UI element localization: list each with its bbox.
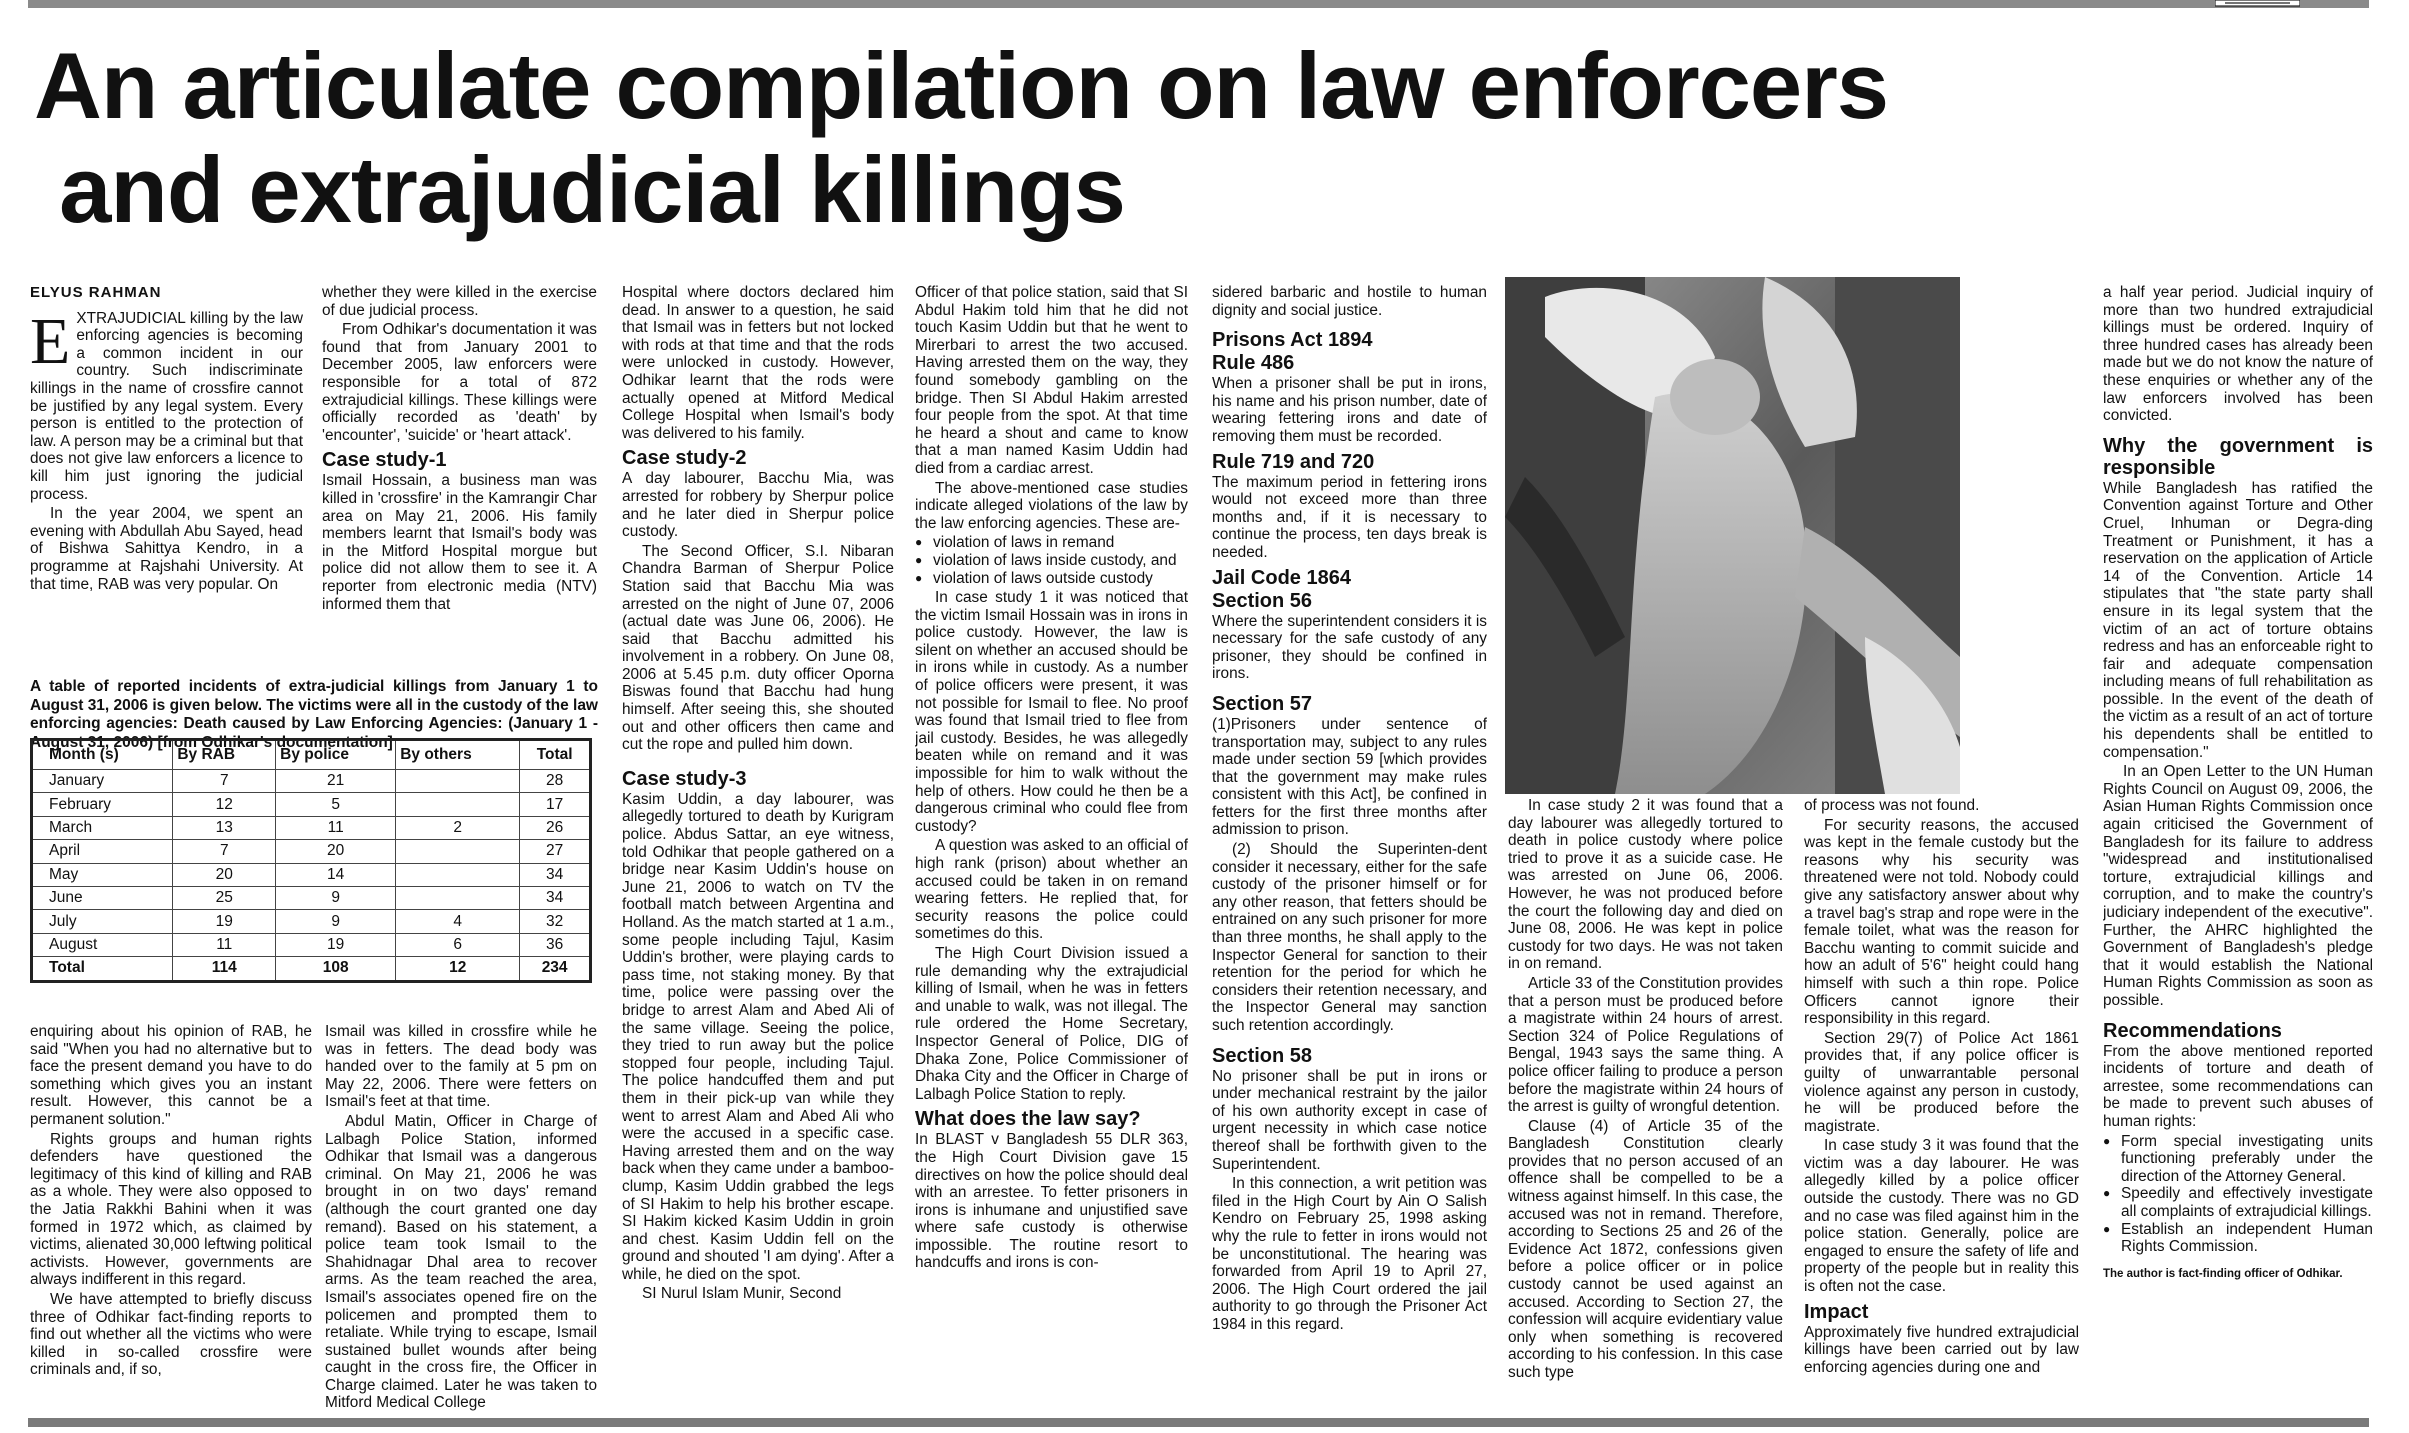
paragraph: Rights groups and human rights defenders have questioned the legitimacy of this kind of killing and RAB as a whole. They were also opposed to the Jatia Rakkhi Bahini when it was formed in 1972 which, as claimed by victims, alienated 30,000 leftwing political activists. However, governments are always indifferent in this regard. bbox=[30, 1130, 312, 1289]
table-cell: July bbox=[32, 910, 173, 933]
table-row bbox=[32, 793, 591, 816]
paragraph: Officer of that police station, said that SI Abdul Hakim told him that he did not touch Kasim Uddin but that he went to Mirerbari to arrest the two accused. Having arrested them on the way, they found somebody gambling on the bridge. Then SI Abdul Hakim arrested four people from the spot. At that time he heard a shout and came to know that a man named Kasim Uddin had died from a cardiac arrest. bbox=[915, 284, 1188, 477]
table-cell: 20 bbox=[173, 863, 276, 886]
table-row bbox=[32, 910, 591, 933]
table-cell: 28 bbox=[520, 770, 591, 793]
paragraph: For security reasons, the accused was kept in the female custody but the reasons why his security was threatened were not told. Nobody could give any satisfactory answer about why a travel bag's strap and rope were in the female toilet, what was the reason for Bacchu wanting to commit suicide and how an adult of 5'6" height could hang himself with such a thin rope. Police Officers cannot ignore their responsibility in this regard. bbox=[1804, 816, 2079, 1028]
paragraph: In case study 3 it was found that the victim was a day labourer. He was allegedly killed by a police officer outside the custody. There was no GD and no case was filed against him in the police station. Generally, police are engaged to ensure the safety of life and property of the people but in reality this is often not the case. bbox=[1804, 1137, 2079, 1296]
paragraph: In an Open Letter to the UN Human Rights Council on August 09, 2006, the Asian Human Rights Commission once again criticised the Government of Bangladesh for its failure to address "widespread and institutionalised torture, extrajudicial killings and corruption, and to make the country's judiciary independent of the executive". Further, the AHRC highlighted the Government of Bangladesh's pledge that it would establish the National Human Rights Commission as soon as possible. bbox=[2103, 763, 2373, 1009]
list-item: ● Establish an independent Human Rights Commission. bbox=[2103, 1221, 2373, 1256]
paragraph: XTRAJUDICIAL killing by the law enforcing agencies is becoming a common incident in our country. Such indiscriminate killings in the name of crossfire cannot be justified by any legal system. Every person is entitled to the protection of law. A person may be a criminal but that does not give law enforcers a licence to kill him just ignoring the judicial process. bbox=[30, 309, 303, 503]
table-cell: January bbox=[32, 770, 173, 793]
top-rule bbox=[28, 0, 2369, 8]
column-2-top bbox=[322, 284, 597, 674]
list-item: ● violation of laws inside custody, and bbox=[915, 552, 1188, 570]
table-cell: 9 bbox=[276, 886, 396, 909]
table-cell: 13 bbox=[173, 816, 276, 839]
table-cell: 7 bbox=[173, 840, 276, 863]
table-cell: 19 bbox=[276, 933, 396, 956]
table-cell bbox=[396, 840, 520, 863]
paragraph: Kasim Uddin, a day labourer, was allegedly tortured to death by Kurigram police. Abdus Sattar, an eye witness, told Odhikar that people gathered on a bridge near Kasim Uddin's house on June 21, 2006 to watch on TV the football match between Argentina and Holland. As the match started at 1 a.m., some people including Tajul, Kasim Uddin's brother, were playing cards to pass time, not staking money. By that time, police were passing over the bridge to arrest Alam and Abed Ali of the same village. Seeing the police, they tried to run away but the police stopped four people, including Tajul. The police handcuffed them and put them in their pick-up van while they went to arrest Alam and Abed Ali who were the accused in a specific case. Having arrested them and on the way back when they came under a bamboo-clump, Kasim Uddin grabbed the legs of SI Hakim to help his brother escape. SI Hakim kicked Kasim Uddin in groin and chest. Kasim Uddin fell on the ground and shouted 'I am dying'. After a while, he died on the spot. bbox=[622, 790, 894, 1283]
violations-list bbox=[915, 534, 1188, 587]
table-cell bbox=[396, 863, 520, 886]
table-cell: 21 bbox=[276, 770, 396, 793]
column-7 bbox=[1804, 797, 2079, 1414]
paragraph: Ismail was killed in crossfire while he was in fetters. The dead body was handed over to the family at 5 pm on May 22, 2006. There were fetters on Ismail's feet at that time. bbox=[325, 1023, 597, 1111]
paragraph: The Second Officer, S.I. Nibaran Chandra Barman of Sherpur Police Station said that Bacchu Mia was arrested on the night of June 07, 2006 (actual date was June 06, 2006). He said that Bacchu admitted his involvement in a robbery. On June 08, 2006 at 5.45 p.m. duty officer Oporna Biswas found that Bacchu had hung himself. After seeing this, she shouted out and other officers then came and cut the rope and pulled him down. bbox=[622, 542, 894, 754]
column-8 bbox=[2103, 284, 2373, 1414]
table-row bbox=[32, 886, 591, 909]
table-cell: February bbox=[32, 793, 173, 816]
table-cell: 34 bbox=[520, 886, 591, 909]
table-cell: 7 bbox=[173, 770, 276, 793]
subheading-section-57: Section 57 bbox=[1212, 692, 1313, 715]
table-cell: 36 bbox=[520, 933, 591, 956]
subheading-section-58: Section 58 bbox=[1212, 1044, 1313, 1067]
table-cell: 2 bbox=[396, 816, 520, 839]
column-5 bbox=[1212, 284, 1487, 1414]
table-cell: 19 bbox=[173, 910, 276, 933]
paragraph: No prisoner shall be put in irons or under mechanical restraint by the jailor of his own authority except in case of urgent necessity in which case notice thereof shall be forthwith given to the Superintendent. bbox=[1212, 1067, 1487, 1173]
table-row bbox=[32, 863, 591, 886]
table-cell: 32 bbox=[520, 910, 591, 933]
column-1-top bbox=[30, 284, 303, 674]
paragraph: whether they were killed in the exercise of due judicial process. bbox=[322, 284, 597, 319]
paragraph: enquiring about his opinion of RAB, he said "When you had no alternative but to face the present demand you have to do something which gives you an instant result. However, this cannot be a permanent solution." bbox=[30, 1023, 312, 1128]
masthead-logo bbox=[2215, 0, 2300, 8]
subheading-rule-719: Rule 719 and 720 bbox=[1212, 450, 1375, 473]
paragraph: Article 33 of the Constitution provides that a person must be produced before a magistrate within 24 hours of arrest. Section 324 of Police Regulations of Bengal, 1943 says the same thing. A police officer failing to produce a person before the magistrate within 24 hours of the arrest is guilty of wrongful detention. bbox=[1508, 974, 1783, 1116]
paragraph: A day labourer, Bacchu Mia, was arrested for robbery by Sherpur police and he later died in Sherpur police custody. bbox=[622, 470, 894, 541]
table-total-row bbox=[32, 957, 591, 981]
paragraph: While Bangladesh has ratified the Convention against Torture and Other Cruel, Inhuman or Degra-ding Treatment or Punishment, it has a reservation on the application of Article 14 of the Convention. Article 14 stipulates that "the state party shall ensure in its legal system that the victim of an act of torture obtains redress and has an enforceable right to fair and adequate compensation including means of full rehabilitation as possible. In the event of the death of the victim as a result of an act of torture his dependents shall be entitled to compensation." bbox=[2103, 479, 2373, 761]
list-item: ● Form special investigating units functioning preferably under the direction of the Attorney General. bbox=[2103, 1133, 2373, 1186]
table-cell: 34 bbox=[520, 863, 591, 886]
table-row bbox=[32, 816, 591, 839]
title-line-1: An articulate compilation on law enforcers bbox=[34, 33, 1889, 138]
column-header: Total bbox=[520, 740, 591, 770]
table-row bbox=[32, 933, 591, 956]
table-cell: March bbox=[32, 816, 173, 839]
bottom-rule bbox=[28, 1418, 2369, 1427]
table-cell: 6 bbox=[396, 933, 520, 956]
paragraph: From Odhikar's documentation it was found that from January 2001 to December 2005, law enforcers were responsible for a total of 872 extrajudicial killings. These killings were officially recorded as 'death' by 'encounter', 'suicide' or 'heart attack'. bbox=[322, 321, 597, 444]
list-item: ● violation of laws outside custody bbox=[915, 570, 1188, 588]
subheading-law: What does the law say? bbox=[915, 1108, 1141, 1131]
subheading-case-study-1: Case study-1 bbox=[322, 449, 447, 472]
table-cell: Total bbox=[32, 957, 173, 981]
paragraph: (1)Prisoners under sentence of transportation may, subject to any rules made under section 59 [which provides that the government may make rules consistent with this Act], be confined in fetters for the first three months after admission to prison. bbox=[1212, 715, 1487, 839]
author-note: The author is fact-finding officer of Odhikar. bbox=[2103, 1267, 2343, 1280]
subheading-case-study-3: Case study-3 bbox=[622, 767, 747, 790]
column-header: By others bbox=[396, 740, 520, 770]
killings-table bbox=[30, 738, 592, 983]
paragraph: sidered barbaric and hostile to human dignity and social justice. bbox=[1212, 284, 1487, 319]
table-cell bbox=[396, 793, 520, 816]
paragraph: Section 29(7) of Police Act 1861 provides that, if any police officer is guilty of unwarrantable personal violence against any person in custody, he will be produced before the magistrate. bbox=[1804, 1029, 2079, 1135]
table-cell: 26 bbox=[520, 816, 591, 839]
table-cell: 14 bbox=[276, 863, 396, 886]
paragraph: The High Court Division issued a rule demanding why the extrajudicial killing of Ismail, when he was in fetters and unable to walk, was not illegal. The rule ordered the Home Secretary, Inspector General of Police, DIG of Dhaka Zone, Police Commissioner of Dhaka City and the Officer in Charge of Lalbagh Police Station to reply. bbox=[915, 944, 1188, 1103]
column-3 bbox=[622, 284, 894, 1414]
table-cell: 108 bbox=[276, 957, 396, 981]
paragraph: In case study 1 it was noticed that the victim Ismail Hossain was in irons in police custody. However, the law is silent on whether an accused should be in irons while in custody. As a number of police officers were present, it was not possible for Ismail to flee. No proof was found that Ismail tried to flee from jail custody. Besides, he was allegedly beaten while on remand and it was impossible for him to walk without the help of others. How could he then be a dangerous criminal who could flee from custody? bbox=[915, 589, 1188, 835]
table-cell: 5 bbox=[276, 793, 396, 816]
subheading-impact: Impact bbox=[1804, 1300, 1869, 1323]
table-cell: 234 bbox=[520, 957, 591, 981]
table-cell: 20 bbox=[276, 840, 396, 863]
table-cell bbox=[396, 770, 520, 793]
table-cell bbox=[396, 886, 520, 909]
table-row bbox=[32, 840, 591, 863]
column-header: By police bbox=[276, 740, 396, 770]
article-title bbox=[34, 34, 2334, 242]
table-cell: April bbox=[32, 840, 173, 863]
column-2-bottom bbox=[325, 1023, 597, 1413]
paragraph: In this connection, a writ petition was filed in the High Court by Ain O Salish Kendro on February 25, 1998 asking why the rule to fetter in irons would not be unconstitutional. The hearing was forwarded from April 19 to April 27, 2006. The High Court ordered the jail authority to go through the Prisoner Act 1984 in this regard. bbox=[1212, 1175, 1487, 1333]
paragraph: A question was asked to an official of high rank (prison) about whether an accused could be taken in on remand wearing fetters. He replied that, for security reasons the police could sometimes do this. bbox=[915, 837, 1188, 943]
column-header: By RAB bbox=[173, 740, 276, 770]
paragraph: a half year period. Judicial inquiry of more than two hundred extrajudicial killings must be ordered. Inquiry of three hundred cases has already been made but we do not know the nature of these enquiries or whether any of the law enforcers involved has been convicted. bbox=[2103, 284, 2373, 425]
table-cell: 11 bbox=[173, 933, 276, 956]
table-cell: 27 bbox=[520, 840, 591, 863]
drop-cap: E bbox=[30, 304, 71, 378]
subheading-recommendations: Recommendations bbox=[2103, 1019, 2282, 1042]
column-4 bbox=[915, 284, 1188, 1414]
subheading-case-study-2: Case study-2 bbox=[622, 447, 747, 470]
table-cell: 25 bbox=[173, 886, 276, 909]
table-cell: May bbox=[32, 863, 173, 886]
news-photo bbox=[1505, 277, 1960, 794]
column-6 bbox=[1508, 797, 1783, 1414]
paragraph: Hospital where doctors declared him dead. In answer to a question, he said that Ismail was in fetters but not locked with rods at that time and that the rods were unlocked in custody. However, Odhikar learnt that the rods were actually opened at Mitford Medical College Hospital when Ismail's body was delivered to his family. bbox=[622, 284, 894, 442]
table-cell: August bbox=[32, 933, 173, 956]
subheading-rule-486: Rule 486 bbox=[1212, 352, 1295, 375]
table-cell: 11 bbox=[276, 816, 396, 839]
byline: ELYUS RAHMAN bbox=[30, 284, 162, 301]
paragraph: We have attempted to briefly discuss three of Odhikar fact-finding reports to find out whether all the victims who were killed in so-called crossfire were criminals and, if so, bbox=[30, 1290, 312, 1379]
paragraph: SI Nurul Islam Munir, Second bbox=[642, 1285, 842, 1303]
recommendations-list bbox=[2103, 1133, 2373, 1256]
paragraph: Clause (4) of Article 35 of the Bangladesh Constitution clearly provides that no person accused of an offence shall be compelled to be a witness against himself. In this case, the accused was not in remand. Therefore, according to Sections 25 and 26 of the Evidence Act 1872, confessions given before a police officer or in police custody cannot be used against an accused. According to Section 27, the confession will acquire evidentiary value only when something is recovered according to his confession. In this case such type bbox=[1508, 1117, 1783, 1381]
table-row bbox=[32, 770, 591, 793]
column-1-bottom bbox=[30, 1023, 312, 1413]
column-header: Month (s) bbox=[32, 740, 173, 770]
subheading-jail-code: Jail Code 1864 bbox=[1212, 566, 1351, 589]
subheading-section-56: Section 56 bbox=[1212, 589, 1313, 612]
table-cell: 114 bbox=[173, 957, 276, 981]
subheading-prisons-act: Prisons Act 1894 bbox=[1212, 329, 1373, 352]
paragraph: Where the superintendent considers it is necessary for the safe custody of any prisoner, they should be confined in irons. bbox=[1212, 612, 1487, 683]
table-cell: 9 bbox=[276, 910, 396, 933]
table-cell: 12 bbox=[396, 957, 520, 981]
subheading-government: Why the government is responsible bbox=[2103, 434, 2373, 479]
paragraph: Approximately five hundred extrajudicial killings have been carried out by law enforcing agencies during one and bbox=[1804, 1323, 2079, 1376]
table-body bbox=[32, 770, 591, 982]
paragraph: Abdul Matin, Officer in Charge of Lalbagh Police Station, informed Odhikar that Ismail was a dangerous criminal. On May 21, 2006 he was brought in on two days' remand (although the court granted one day remand). Based on his statement, a police team took Ismail to the Shahidnagar Dhal area to recover arms. As the team reached the area, Ismail's associates opened fire on the policemen and prompted them to retaliate. While trying to escape, Ismail sustained bullet wounds after being caught in the cross fire, the Officer in Charge claimed. Later he was taken to Mitford Medical College bbox=[325, 1112, 597, 1412]
table-cell: 4 bbox=[396, 910, 520, 933]
table-cell: 12 bbox=[173, 793, 276, 816]
title-line-2: and extrajudicial killings bbox=[34, 137, 1125, 242]
paragraph: Ismail Hossain, a business man was killed in 'crossfire' in the Kamrangir Char area on May 21, 2006. His family members learnt that Ismail's body was in the Mitford Hospital morgue but police did not allow them to see it. A reporter from electronic media (NTV) informed them that bbox=[322, 472, 597, 613]
paragraph: The above-mentioned case studies indicate alleged violations of the law by the law enforcing agencies. These are- bbox=[915, 479, 1188, 532]
table-cell: 17 bbox=[520, 793, 591, 816]
paragraph: In the year 2004, we spent an evening with Abdullah Abu Sayed, head of Bishwa Sahittya Kendro, in a programme at Rajshahi University. At that time, RAB was very popular. On bbox=[30, 505, 303, 593]
table-header-row bbox=[32, 740, 591, 770]
paragraph: (2) Should the Superinten-dent consider it necessary, either for the safe custody of the prisoner himself or for any other reason, that fetters should be entrained on any such prisoner for more than three months, he shall apply to the Inspector General for sanction to their retention for the period for which he considers their retention necessary, and the Inspector General may sanction such retention accordingly. bbox=[1212, 841, 1487, 1034]
paragraph: In BLAST v Bangladesh 55 DLR 363, the High Court Division gave 15 directives on how the police should deal with an arrestee. To fetter prisoners in irons is inhumane and unjustified save where safe custody is otherwise impossible. The routine resort to handcuffs and irons is con- bbox=[915, 1131, 1188, 1272]
table-caption: A table of reported incidents of extra-judicial killings from January 1 to August 31, 2006 is given below. The victims were all in the custody of the law enforcing agencies: Death caused by Law Enforcing Agencies: (January 1 - August 31, 2006) [from Odhikar's documentation] bbox=[30, 678, 598, 751]
paragraph: In case study 2 it was found that a day labourer was allegedly tortured to death in police custody where police tried to prove it as a suicide case. He was arrested on June 06, 2006. However, he was not produced before the court the following day and died on June 08, 2006. He was kept in police custody for two days. He was not taken in on remand. bbox=[1508, 797, 1783, 973]
paragraph: When a prisoner shall be put in irons, his name and his prison number, date of wearing fettering irons and date of removing them must be recorded. bbox=[1212, 375, 1487, 445]
paragraph: of process was not found. bbox=[1804, 797, 1980, 814]
list-item: ● violation of laws in remand bbox=[915, 534, 1188, 552]
table-cell: June bbox=[32, 886, 173, 909]
paragraph: From the above mentioned reported incidents of torture and death of arrestee, some recommendations can be made to prevent such abuses of human rights: bbox=[2103, 1042, 2373, 1130]
paragraph: The maximum period in fettering irons would not exceed more than three months and, if it is necessary to continue the process, ten days break is needed. bbox=[1212, 473, 1487, 561]
list-item: ● Speedily and effectively investigate all complaints of extrajudicial killings. bbox=[2103, 1185, 2373, 1220]
